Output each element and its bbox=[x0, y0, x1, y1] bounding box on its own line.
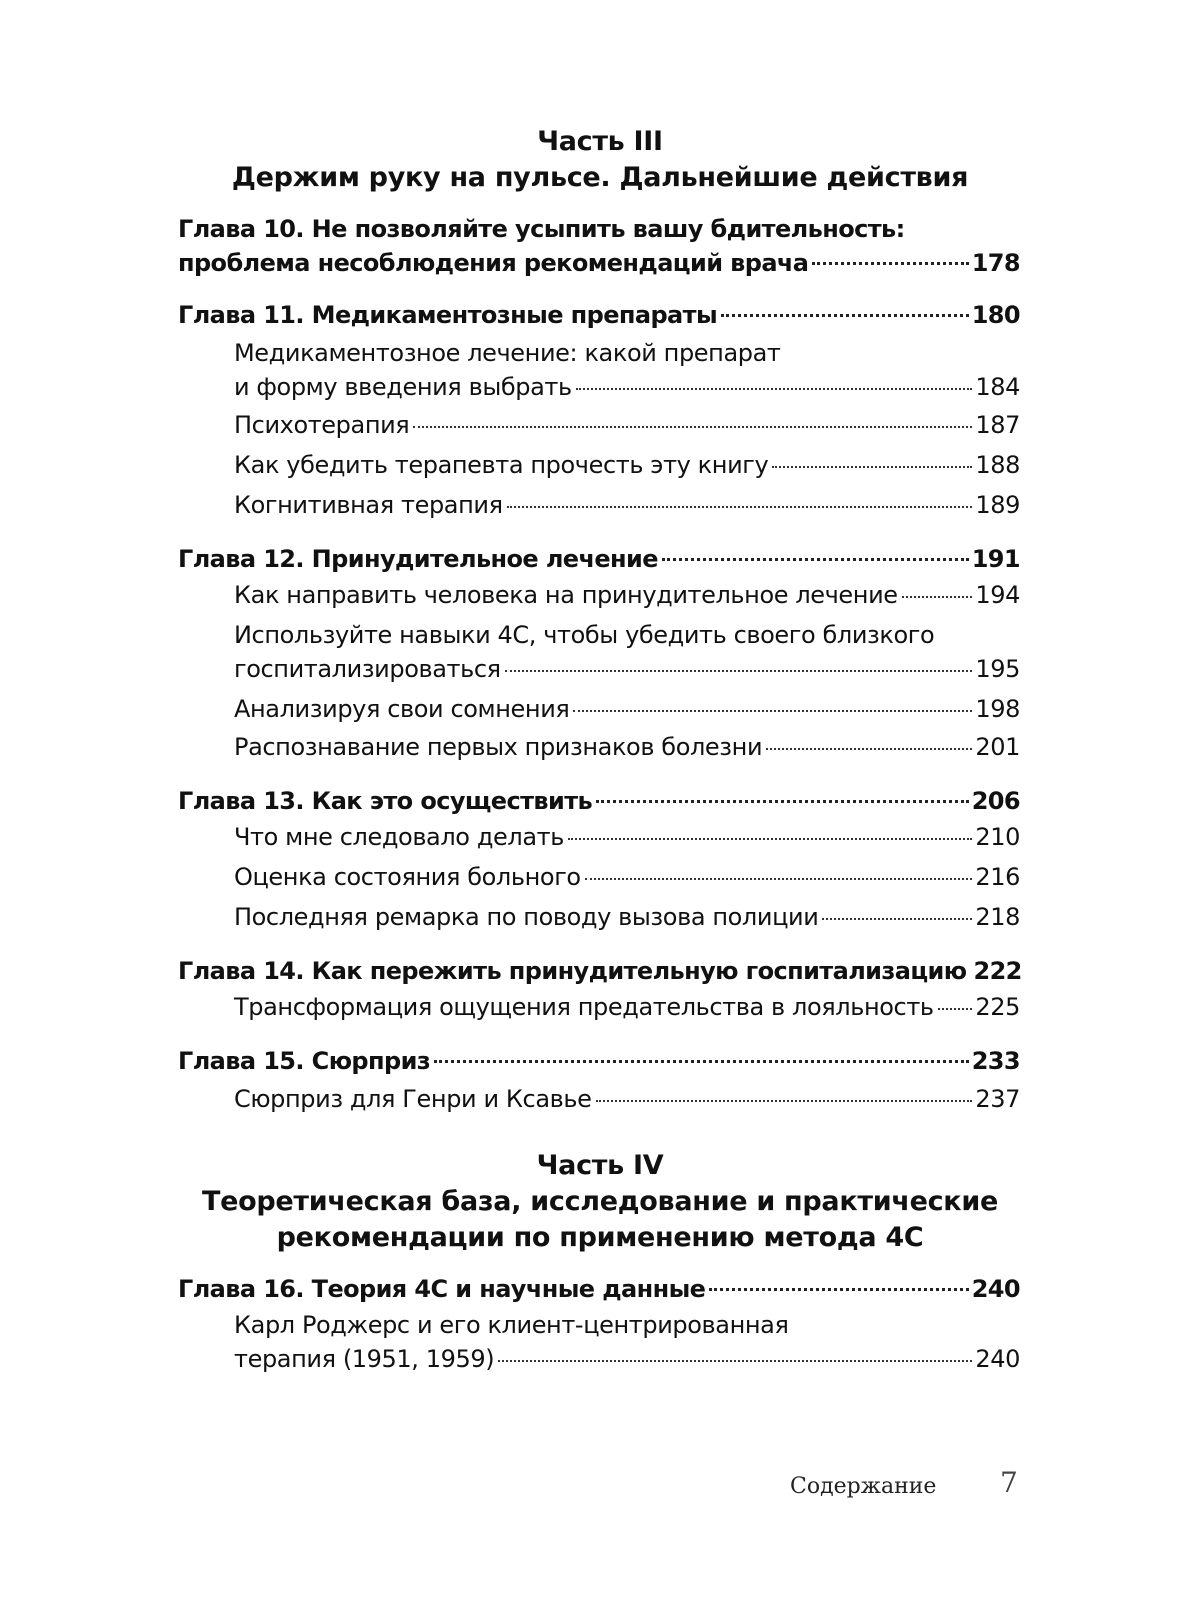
toc-entry-section bbox=[234, 618, 1020, 686]
toc-page-number: 225 bbox=[975, 993, 1020, 1021]
toc-entry-section bbox=[234, 730, 1020, 764]
toc-page-number: 194 bbox=[975, 581, 1020, 609]
toc-entry-section bbox=[234, 408, 1020, 442]
toc-entry-text: Когнитивная терапия bbox=[234, 491, 503, 519]
page-number: 7 bbox=[1000, 1466, 1018, 1499]
toc-entry-section bbox=[234, 1082, 1020, 1116]
toc-entry-line1: Используйте навыки 4С, чтобы убедить своего близкого bbox=[234, 621, 935, 649]
toc-page-number: 206 bbox=[971, 787, 1020, 815]
dot-leader bbox=[498, 1359, 972, 1362]
part-4-title-line2: рекомендации по применению метода 4С bbox=[276, 1222, 924, 1253]
toc-entry-section bbox=[234, 336, 1020, 404]
toc-page-number: 222 bbox=[973, 957, 1022, 985]
toc-entry-text: терапия (1951, 1959) bbox=[234, 1345, 495, 1373]
toc-entry-text: Глава 12. Принудительное лечение bbox=[178, 545, 658, 573]
toc-entry-chapter-11 bbox=[178, 298, 1020, 332]
toc-entry-chapter-15 bbox=[178, 1044, 1020, 1078]
toc-entry-text: Трансформация ощущения предательства в лояльность bbox=[234, 993, 934, 1021]
toc-entry-chapter-13 bbox=[178, 784, 1020, 818]
part-3-label: Часть III bbox=[537, 126, 663, 157]
toc-page-number: 187 bbox=[975, 411, 1020, 439]
toc-entry-text: Сюрприз для Генри и Ксавье bbox=[234, 1085, 592, 1113]
dot-leader bbox=[505, 669, 973, 672]
toc-page-number: 237 bbox=[975, 1085, 1020, 1113]
toc-entry-text: Глава 15. Сюрприз bbox=[178, 1047, 431, 1075]
toc-entry-text: Глава 16. Теория 4С и научные данные bbox=[178, 1275, 706, 1303]
toc-entry-line1: Медикаментозное лечение: какой препарат bbox=[234, 339, 781, 367]
toc-entry-section bbox=[234, 692, 1020, 726]
toc-entry-text: Глава 14. Как пережить принудительную госпитализацию bbox=[178, 957, 967, 985]
dot-leader bbox=[766, 747, 972, 750]
dot-leader bbox=[507, 505, 973, 508]
toc-entry-chapter-10 bbox=[178, 212, 1020, 280]
toc-entry-section bbox=[234, 860, 1020, 894]
toc-page-number: 233 bbox=[971, 1047, 1020, 1075]
toc-entry-text: Как убедить терапевта прочесть эту книгу bbox=[234, 451, 769, 479]
toc-entry-chapter-14 bbox=[178, 954, 1020, 988]
dot-leader bbox=[822, 917, 972, 920]
toc-entry-text: Что мне следовало делать bbox=[234, 823, 564, 851]
dot-leader bbox=[596, 799, 969, 803]
toc-entry-section bbox=[234, 448, 1020, 482]
toc-page-number: 198 bbox=[975, 695, 1020, 723]
toc-entry-text: Как направить человека на принудительное лечение bbox=[234, 581, 898, 609]
toc-page-number: 180 bbox=[971, 301, 1020, 329]
part-4-title-line1: Теоретическая база, исследование и практические bbox=[202, 1186, 998, 1217]
toc-page-number: 184 bbox=[975, 373, 1020, 401]
dot-leader bbox=[772, 465, 972, 468]
dot-leader bbox=[573, 709, 972, 712]
toc-page-number: 240 bbox=[975, 1345, 1020, 1373]
toc-entry-chapter-16 bbox=[178, 1272, 1020, 1306]
dot-leader bbox=[721, 313, 969, 317]
toc-entry-text: госпитализироваться bbox=[234, 655, 501, 683]
toc-page-number: 218 bbox=[975, 903, 1020, 931]
toc-entry-text: Глава 13. Как это осуществить bbox=[178, 787, 593, 815]
dot-leader bbox=[902, 595, 973, 598]
toc-entry-section bbox=[234, 900, 1020, 934]
toc-entry-chapter-12 bbox=[178, 542, 1020, 576]
dot-leader bbox=[413, 425, 972, 428]
toc-entry-text: Последняя ремарка по поводу вызова полиции bbox=[234, 903, 819, 931]
toc-page-number: 195 bbox=[975, 655, 1020, 683]
dot-leader bbox=[812, 261, 968, 265]
toc-entry-text: Распознавание первых признаков болезни bbox=[234, 733, 763, 761]
dot-leader bbox=[596, 1099, 973, 1102]
toc-entry-text: и форму введения выбрать bbox=[234, 373, 572, 401]
toc-page-number: 188 bbox=[975, 451, 1020, 479]
part-3-title: Держим руку на пульсе. Дальнейшие действия bbox=[231, 162, 969, 193]
toc-entry-section bbox=[234, 1308, 1020, 1376]
dot-leader bbox=[709, 1287, 968, 1291]
toc-page-number: 189 bbox=[975, 491, 1020, 519]
part-4-label: Часть IV bbox=[536, 1150, 664, 1181]
toc-entry-text: Глава 11. Медикаментозные препараты bbox=[178, 301, 718, 329]
toc-page-number: 216 bbox=[975, 863, 1020, 891]
dot-leader bbox=[576, 387, 973, 390]
toc-page-number: 240 bbox=[971, 1275, 1020, 1303]
toc-page-number: 201 bbox=[975, 733, 1020, 761]
dot-leader bbox=[585, 877, 973, 880]
dot-leader bbox=[434, 1059, 969, 1063]
toc-entry-line1: Карл Роджерс и его клиент-центрированная bbox=[234, 1311, 789, 1339]
toc-entry-section bbox=[234, 820, 1020, 854]
running-footer-title: Содержание bbox=[790, 1474, 937, 1499]
toc-entry-section bbox=[234, 990, 1020, 1024]
dot-leader bbox=[568, 837, 972, 840]
toc-page-number: 191 bbox=[971, 545, 1020, 573]
toc-entry-text: Анализируя свои сомнения bbox=[234, 695, 570, 723]
toc-entry-text: проблема несоблюдения рекомендаций врача bbox=[178, 249, 809, 277]
toc-entry-line1: Глава 10. Не позволяйте усыпить вашу бдительность: bbox=[178, 215, 905, 243]
dot-leader bbox=[938, 1007, 973, 1010]
toc-page-number: 210 bbox=[975, 823, 1020, 851]
toc-entry-section bbox=[234, 488, 1020, 522]
toc-entry-text: Психотерапия bbox=[234, 411, 410, 439]
toc-entry-text: Оценка состояния больного bbox=[234, 863, 581, 891]
dot-leader bbox=[662, 557, 969, 561]
toc-entry-section bbox=[234, 578, 1020, 612]
toc-page-number: 178 bbox=[971, 249, 1020, 277]
